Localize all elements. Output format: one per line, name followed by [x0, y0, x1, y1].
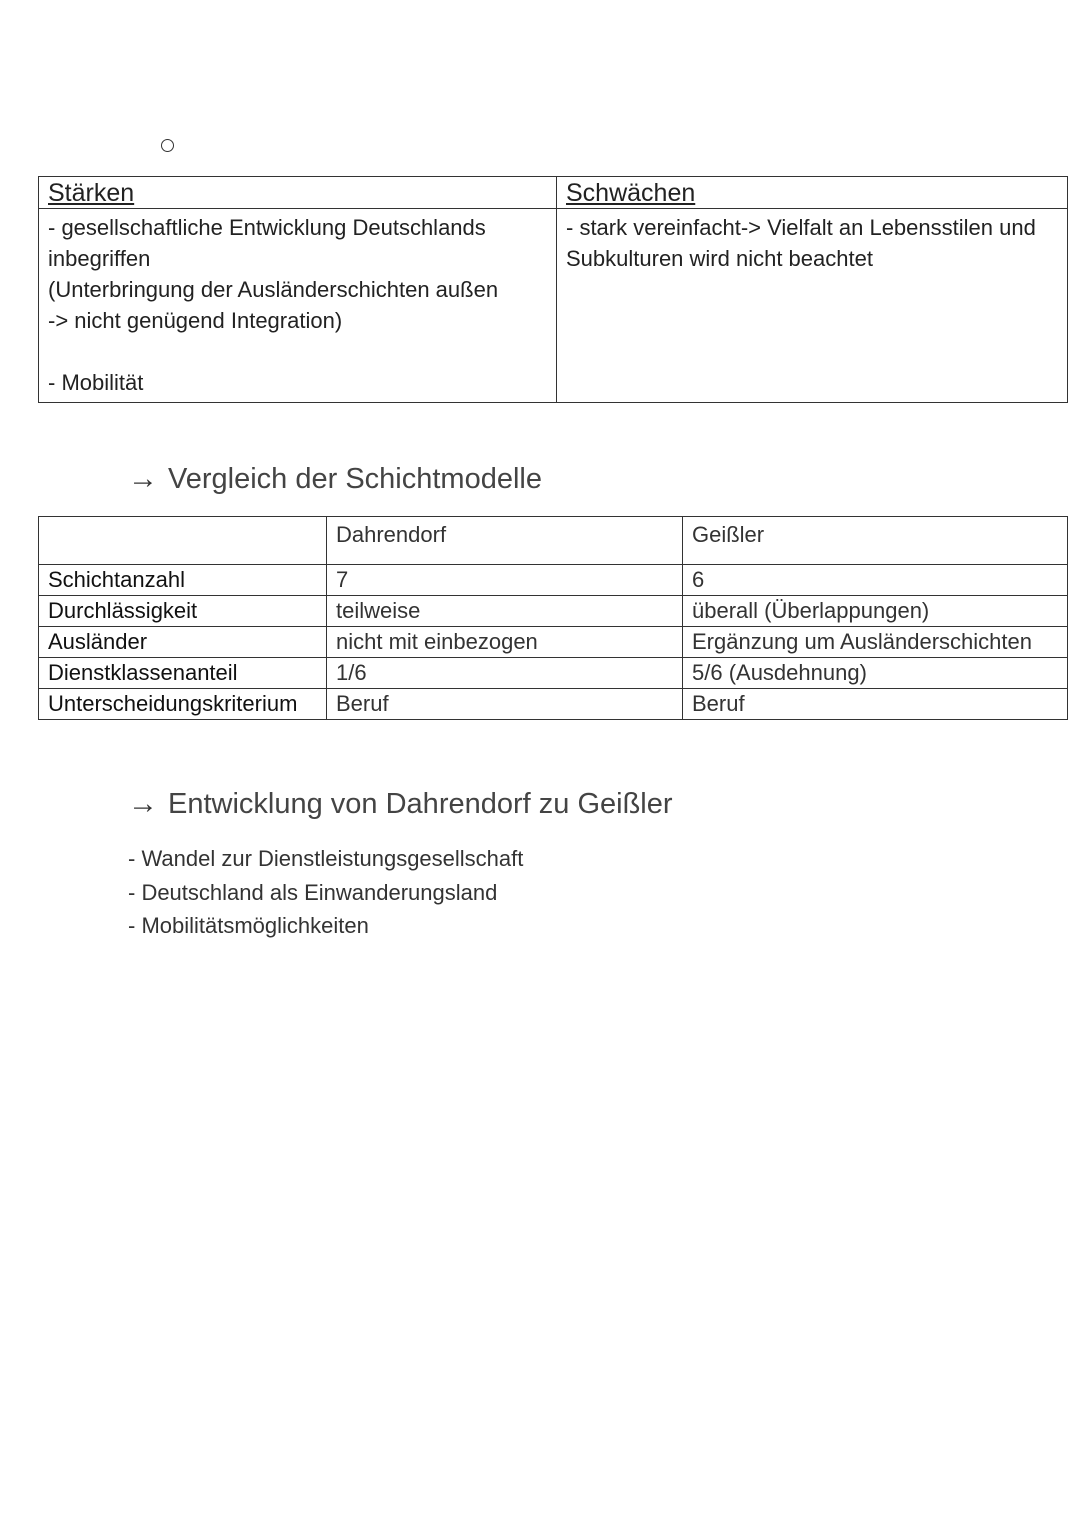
weaknesses-header: Schwächen	[557, 177, 1068, 209]
development-list	[128, 842, 523, 943]
right-arrow-icon: →	[128, 787, 158, 820]
row-label: Ausländer	[39, 627, 327, 658]
table-row	[39, 627, 1068, 658]
row-label: Schichtanzahl	[39, 565, 327, 596]
strength-line: (Unterbringung der Ausländerschichten außen	[48, 277, 499, 302]
table-header-row	[39, 517, 1068, 565]
strengths-cell	[39, 209, 557, 403]
list-item: - Mobilitätsmöglichkeiten	[128, 913, 369, 938]
geissler-value: überall (Überlappungen)	[683, 596, 1068, 627]
strength-line: - Mobilität	[48, 370, 144, 395]
dahrendorf-value: 1/6	[327, 658, 683, 689]
column-header-dahrendorf: Dahrendorf	[327, 517, 683, 565]
circle-bullet-icon	[161, 139, 174, 152]
geissler-value: Ergänzung um Ausländerschichten	[683, 627, 1068, 658]
list-item: - Wandel zur Dienstleistungsgesellschaft	[128, 846, 524, 871]
table-row	[39, 658, 1068, 689]
strengths-header: Stärken	[39, 177, 557, 209]
weakness-line: Subkulturen wird nicht beachtet	[566, 246, 873, 271]
comparison-heading-text: Vergleich der Schichtmodelle	[168, 462, 542, 495]
list-item: - Deutschland als Einwanderungsland	[128, 879, 498, 905]
dahrendorf-value: teilweise	[327, 596, 683, 627]
dahrendorf-value: Beruf	[327, 689, 683, 720]
table-header-row	[39, 177, 1068, 209]
table-row	[39, 565, 1068, 596]
row-label: Dienstklassenanteil	[39, 658, 327, 689]
row-label: Unterscheidungskriterium	[39, 689, 327, 720]
geissler-value: 5/6 (Ausdehnung)	[683, 658, 1068, 689]
dahrendorf-value: nicht mit einbezogen	[327, 627, 683, 658]
strength-line: -> nicht genügend Integration)	[48, 308, 343, 333]
corner-cell	[39, 517, 327, 565]
development-heading-text: Entwicklung von Dahrendorf zu Geißler	[168, 787, 673, 820]
row-label: Durchlässigkeit	[39, 596, 327, 627]
strengths-weaknesses-table	[38, 176, 1068, 403]
weaknesses-cell	[557, 209, 1068, 403]
comparison-heading	[128, 462, 542, 496]
right-arrow-icon: →	[128, 462, 158, 495]
column-header-geissler: Geißler	[683, 517, 1068, 565]
geissler-value: 6	[683, 565, 1068, 596]
strength-line: inbegriffen	[48, 246, 151, 271]
table-row	[39, 596, 1068, 627]
table-row	[39, 209, 1068, 403]
geissler-value: Beruf	[683, 689, 1068, 720]
table-row	[39, 689, 1068, 720]
weakness-line: - stark vereinfacht-> Vielfalt an Lebensstilen und	[566, 215, 1036, 240]
spacer	[48, 336, 547, 367]
comparison-table	[38, 516, 1068, 720]
development-heading	[128, 787, 673, 821]
dahrendorf-value: 7	[327, 565, 683, 596]
strength-line: - gesellschaftliche Entwicklung Deutschlands	[48, 215, 486, 240]
